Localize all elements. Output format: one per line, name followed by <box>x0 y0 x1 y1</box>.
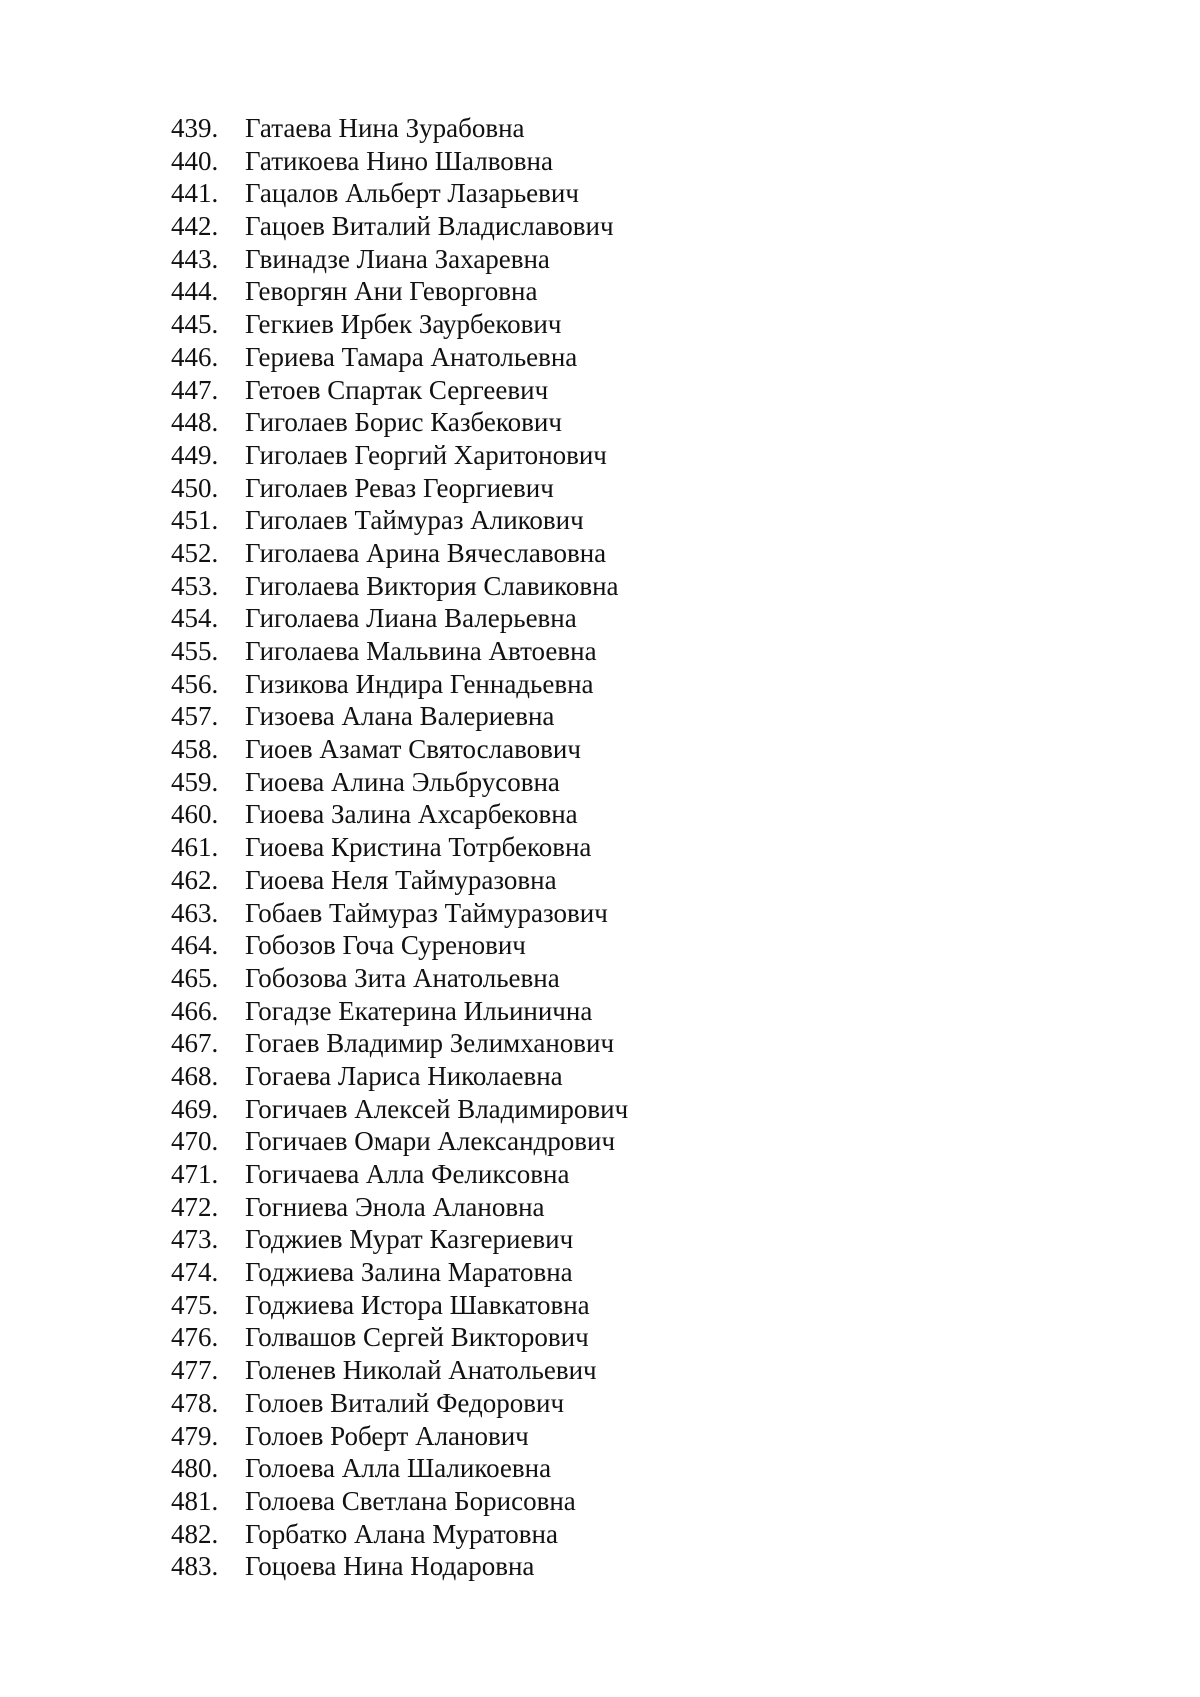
item-number: 439. <box>171 113 219 143</box>
item-number: 453. <box>171 570 219 601</box>
person-name: Гиголаева Лиана Валерьевна <box>245 603 577 634</box>
item-number: 449. <box>171 439 219 470</box>
person-name: Голенев Николай Анатольевич <box>245 1355 597 1386</box>
person-name: Голоев Роберт Аланович <box>245 1420 529 1451</box>
person-name: Гиоев Азамат Святославович <box>245 734 581 765</box>
person-name: Гобозов Гоча Суренович <box>245 930 526 961</box>
item-number: 444. <box>171 276 219 307</box>
item-number: 477. <box>171 1355 219 1386</box>
item-number: 470. <box>171 1126 219 1157</box>
item-number: 464. <box>171 930 219 961</box>
person-name: Гогичаева Алла Феликсовна <box>245 1159 570 1189</box>
item-number: 465. <box>171 962 219 993</box>
person-name: Годжиев Мурат Казгериевич <box>245 1224 574 1255</box>
person-name: Гогичаев Омари Александрович <box>245 1126 616 1157</box>
person-name: Гиголаева Арина Вячеславовна <box>245 537 607 568</box>
item-number: 473. <box>171 1224 219 1255</box>
person-name: Гогаева Лариса Николаевна <box>245 1060 563 1091</box>
item-number: 446. <box>171 341 219 372</box>
person-name: Гогаев Владимир Зелимханович <box>245 1028 615 1059</box>
item-number: 474. <box>171 1257 219 1288</box>
person-name: Гиголаев Борис Казбекович <box>245 407 562 438</box>
item-number: 440. <box>171 145 219 176</box>
item-number: 442. <box>171 211 219 242</box>
item-number: 476. <box>171 1322 219 1353</box>
person-name: Гвинадзе Лиана Захаревна <box>245 243 550 274</box>
person-name: Геворгян Ани Геворговна <box>245 276 538 307</box>
item-number: 472. <box>171 1191 219 1222</box>
item-number: 459. <box>171 766 219 797</box>
person-name: Годжиева Залина Маратовна <box>245 1257 573 1288</box>
item-number: 457. <box>171 701 219 732</box>
person-name: Гацалов Альберт Лазарьевич <box>245 178 579 209</box>
person-name: Горбатко Алана Муратовна <box>245 1518 558 1549</box>
person-name: Гизикова Индира Геннадьевна <box>245 668 594 699</box>
person-name: Гобаев Таймураз Таймуразович <box>245 897 608 928</box>
item-number: 479. <box>171 1420 219 1451</box>
item-number: 454. <box>171 603 219 634</box>
item-number: 460. <box>171 799 219 830</box>
person-name: Гериева Тамара Анатольевна <box>245 341 578 372</box>
person-name: Гиголаев Таймураз Аликович <box>245 505 584 536</box>
person-name: Гогичаев Алексей Владимирович <box>245 1093 629 1124</box>
person-name: Голоев Виталий Федорович <box>245 1387 565 1418</box>
item-number: 451. <box>171 505 219 536</box>
person-name: Гиголаев Реваз Георгиевич <box>245 472 554 503</box>
item-number: 478. <box>171 1387 219 1418</box>
person-name: Гиоева Залина Ахсарбековна <box>245 799 578 830</box>
person-name: Гогниева Энола Алановна <box>245 1191 545 1222</box>
person-name: Гиголаев Георгий Харитонович <box>245 439 607 470</box>
item-number: 447. <box>171 374 219 405</box>
person-name: Гиголаева Мальвина Автоевна <box>245 636 597 666</box>
item-number: 441. <box>171 178 219 209</box>
item-number: 452. <box>171 537 219 568</box>
person-name: Гиголаева Виктория Славиковна <box>245 570 619 601</box>
person-name: Гогадзе Екатерина Ильинична <box>245 995 593 1026</box>
person-name: Гобозова Зита Анатольевна <box>245 962 560 993</box>
person-name: Голоева Светлана Борисовна <box>245 1485 576 1516</box>
item-number: 463. <box>171 897 219 928</box>
person-name: Гетоев Спартак Сергеевич <box>245 374 549 405</box>
person-name: Гатикоева Нино Шалвовна <box>245 145 553 176</box>
item-number: 462. <box>171 864 219 895</box>
person-name: Годжиева Истора Шавкатовна <box>245 1289 590 1320</box>
person-name: Гизоева Алана Валериевна <box>245 701 555 732</box>
item-number: 482. <box>171 1518 219 1549</box>
item-number: 455. <box>171 636 219 666</box>
item-number: 471. <box>171 1159 219 1189</box>
item-number: 483. <box>171 1551 219 1582</box>
item-number: 450. <box>171 472 219 503</box>
item-number: 468. <box>171 1060 219 1091</box>
item-number: 475. <box>171 1289 219 1320</box>
item-number: 448. <box>171 407 219 438</box>
person-name: Голвашов Сергей Викторович <box>245 1322 589 1353</box>
item-number: 467. <box>171 1028 219 1059</box>
person-name: Гиоева Кристина Тотрбековна <box>245 832 592 863</box>
item-number: 456. <box>171 668 219 699</box>
person-name: Гацоев Виталий Владиславович <box>245 211 614 242</box>
person-name: Гатаева Нина Зурабовна <box>245 113 525 143</box>
item-number: 461. <box>171 832 219 863</box>
person-name: Голоева Алла Шаликоевна <box>245 1453 552 1484</box>
person-name: Гоцоева Нина Нодаровна <box>245 1551 535 1582</box>
item-number: 445. <box>171 309 219 340</box>
person-name: Гиоева Неля Таймуразовна <box>245 864 557 895</box>
item-number: 481. <box>171 1485 219 1516</box>
person-name: Гиоева Алина Эльбрусовна <box>245 766 560 797</box>
item-number: 466. <box>171 995 219 1026</box>
item-number: 458. <box>171 734 219 765</box>
item-number: 469. <box>171 1093 219 1124</box>
item-number: 443. <box>171 243 219 274</box>
item-number: 480. <box>171 1453 219 1484</box>
person-name: Гегкиев Ирбек Заурбекович <box>245 309 562 340</box>
